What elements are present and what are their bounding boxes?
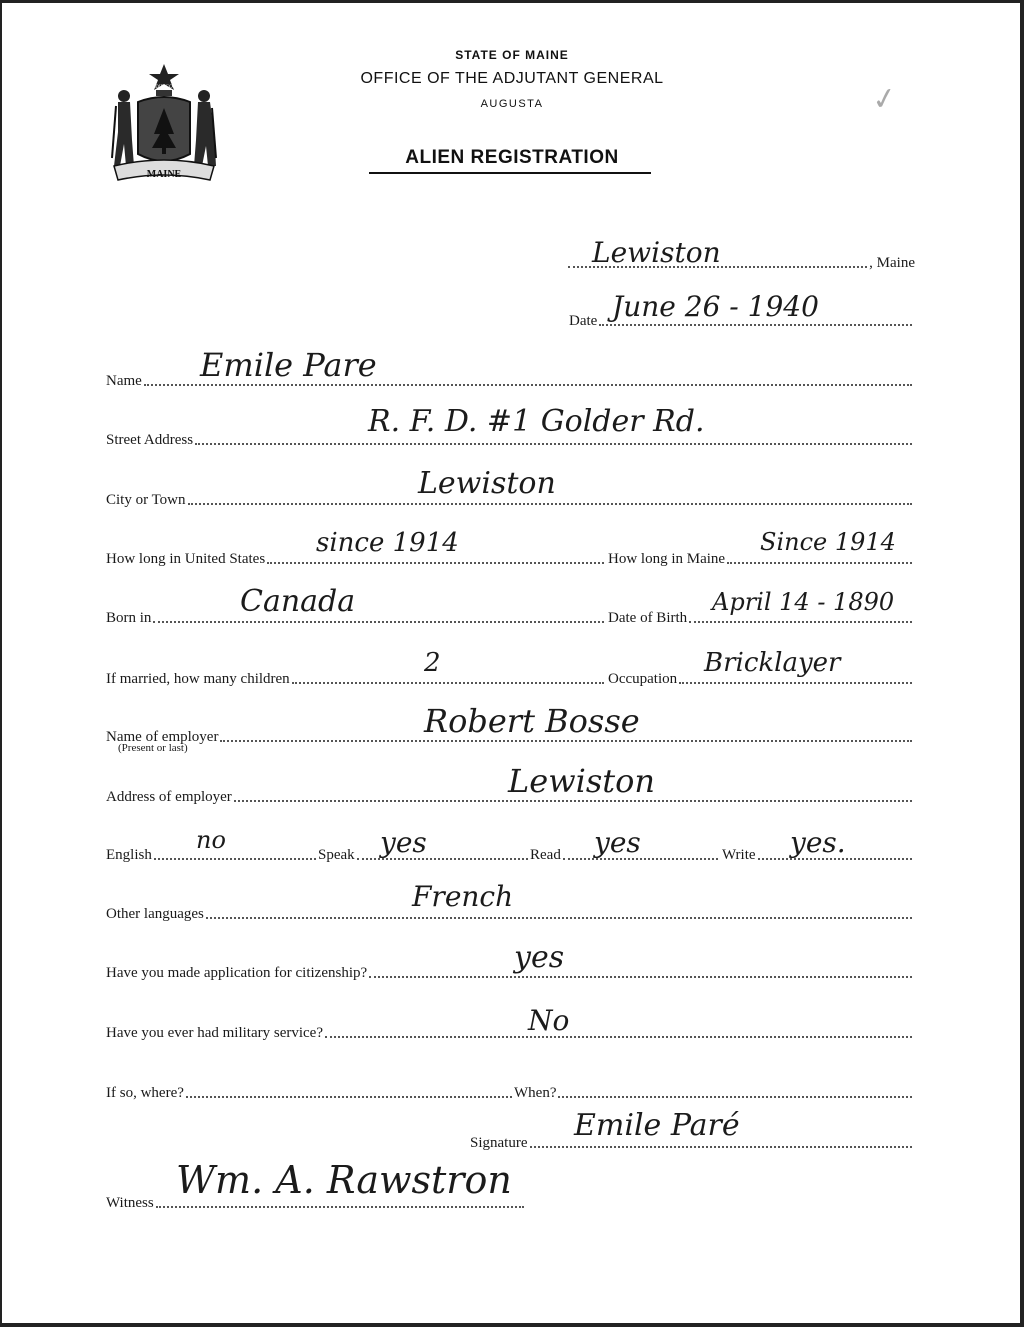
header-office: OFFICE OF THE ADJUTANT GENERAL [360, 70, 664, 87]
english-label: English [106, 847, 152, 863]
english-value[interactable]: no [196, 826, 226, 854]
employer-name-value[interactable]: Robert Bosse [424, 702, 640, 740]
born-in-value[interactable]: Canada [240, 584, 356, 619]
other-languages-value[interactable]: French [412, 880, 514, 913]
other-languages-label: Other languages [106, 906, 204, 922]
write-value[interactable]: yes. [790, 826, 846, 859]
street-address-value[interactable]: R. F. D. #1 Golder Rd. [368, 404, 705, 439]
signature-label: Signature [470, 1135, 528, 1151]
how-long-maine-label: How long in Maine [608, 551, 726, 567]
speak-value[interactable]: yes [380, 826, 427, 859]
citizenship-value[interactable]: yes [514, 940, 565, 975]
occupation-value[interactable]: Bricklayer [704, 648, 841, 678]
citizenship-row [106, 958, 914, 982]
military-row [106, 1018, 914, 1042]
how-long-us-label: How long in United States [106, 551, 266, 567]
city-value[interactable]: Lewiston [418, 466, 556, 501]
name-label: Name [106, 373, 142, 389]
check-mark-icon: ✓ [869, 80, 900, 119]
children-value[interactable]: 2 [424, 648, 441, 678]
witness-label: Witness [106, 1195, 154, 1211]
read-label: Read [530, 847, 561, 863]
when-label: When? [514, 1085, 557, 1101]
svg-text:DIRIGO: DIRIGO [155, 85, 173, 90]
citizenship-label: Have you made application for citizenship? [106, 965, 368, 981]
children-label: If married, how many children [106, 671, 290, 687]
employer-name-label: Name of employer [106, 729, 219, 745]
place-value[interactable]: Lewiston [592, 236, 721, 269]
maine-suffix: , Maine [869, 255, 915, 271]
where-row [106, 1078, 514, 1102]
born-in-row [106, 603, 606, 627]
employer-name-sublabel: (Present or last) [118, 742, 188, 754]
read-value[interactable]: yes [594, 826, 641, 859]
how-long-maine-value[interactable]: Since 1914 [760, 528, 896, 556]
name-value[interactable]: Emile Pare [200, 346, 377, 384]
street-address-label: Street Address [106, 432, 194, 448]
where-label: If so, where? [106, 1085, 184, 1101]
witness-value[interactable]: Wm. A. Rawstron [176, 1158, 512, 1202]
when-row [514, 1078, 914, 1102]
header-city: AUGUSTA [480, 98, 544, 110]
form-title: ALIEN REGISTRATION [405, 147, 619, 168]
employer-address-value[interactable]: Lewiston [508, 762, 655, 800]
write-label: Write [722, 847, 756, 863]
signature-value[interactable]: Emile Paré [574, 1108, 740, 1143]
date-of-birth-value[interactable]: April 14 - 1890 [712, 588, 895, 616]
date-label: Date [569, 313, 598, 329]
how-long-us-value[interactable]: since 1914 [316, 528, 459, 558]
header-state: STATE OF MAINE [455, 48, 569, 62]
occupation-label: Occupation [608, 671, 678, 687]
military-label: Have you ever had military service? [106, 1025, 323, 1041]
military-value[interactable]: No [528, 1004, 570, 1037]
date-value[interactable]: June 26 - 1940 [612, 290, 819, 323]
born-in-label: Born in [106, 610, 152, 626]
title-underline [369, 172, 651, 174]
speak-label: Speak [318, 847, 355, 863]
employer-address-label: Address of employer [106, 789, 232, 805]
date-of-birth-label: Date of Birth [608, 610, 688, 626]
children-row [106, 664, 606, 688]
city-label: City or Town [106, 492, 186, 508]
svg-text:MAINE: MAINE [146, 169, 182, 180]
